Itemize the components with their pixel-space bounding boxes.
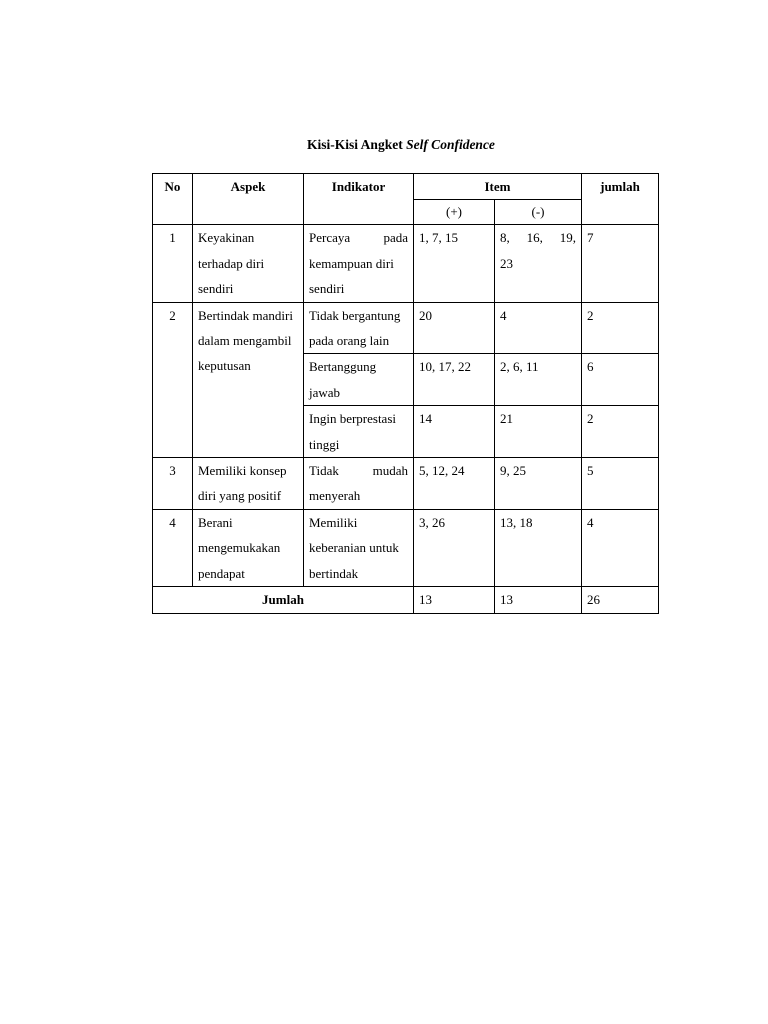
indikator-word: mudah (372, 463, 408, 479)
indikator-line (309, 458, 408, 483)
cell-plus: 14 (414, 406, 495, 458)
cell-minus (495, 225, 582, 302)
cell-minus: 2, 6, 11 (495, 354, 582, 406)
cell-plus: 20 (414, 302, 495, 354)
header-indikator: Indikator (304, 174, 414, 225)
footer-plus: 13 (414, 587, 495, 613)
cell-no: 3 (153, 458, 193, 510)
cell-aspek: Keyakinan terhadap diri sendiri (193, 225, 304, 302)
cell-jumlah: 6 (582, 354, 659, 406)
header-aspek: Aspek (193, 174, 304, 225)
indikator-word: Percaya (309, 230, 351, 246)
cell-jumlah: 2 (582, 406, 659, 458)
header-minus: (-) (495, 200, 582, 225)
indikator-word: Tidak (309, 463, 339, 479)
cell-jumlah: 4 (582, 509, 659, 586)
header-row (153, 174, 659, 200)
cell-indikator: Ingin berprestasi tinggi (304, 406, 414, 458)
title-main: Kisi-Kisi Angket (307, 137, 407, 152)
cell-aspek: Bertindak mandiri dalam mengambil keputusan (193, 302, 304, 457)
cell-indikator: Bertanggung jawab (304, 354, 414, 406)
header-no: No (153, 174, 193, 225)
cell-no: 1 (153, 225, 193, 302)
minus-rest: 23 (500, 255, 513, 271)
minus-value: 16, (526, 230, 543, 246)
table-row (153, 458, 659, 510)
footer-row (153, 587, 659, 613)
footer-jumlah: 26 (582, 587, 659, 613)
cell-jumlah: 5 (582, 458, 659, 510)
cell-minus: 9, 25 (495, 458, 582, 510)
footer-label: Jumlah (153, 587, 414, 613)
cell-aspek: Berani mengemukakan pendapat (193, 509, 304, 586)
cell-minus: 4 (495, 302, 582, 354)
minus-value: 8, (500, 230, 510, 246)
table-title (0, 137, 768, 153)
cell-indikator (304, 458, 414, 510)
table-row (153, 302, 659, 354)
cell-jumlah: 2 (582, 302, 659, 354)
cell-minus: 13, 18 (495, 509, 582, 586)
header-jumlah: jumlah (582, 174, 659, 225)
minus-value: 19, (559, 230, 576, 246)
cell-no: 2 (153, 302, 193, 457)
indikator-rest: menyerah (309, 488, 361, 504)
table-row (153, 225, 659, 302)
indikator-line (309, 225, 408, 250)
cell-plus: 3, 26 (414, 509, 495, 586)
cell-indikator: Memiliki keberanian untuk bertindak (304, 509, 414, 586)
cell-indikator (304, 225, 414, 302)
minus-line (500, 225, 576, 250)
title-italic: Self Confidence (406, 137, 495, 152)
header-plus: (+) (414, 200, 495, 225)
table-row (153, 509, 659, 586)
kisi-table (152, 173, 659, 614)
cell-no: 4 (153, 509, 193, 586)
cell-minus: 21 (495, 406, 582, 458)
indikator-word: pada (383, 230, 408, 246)
header-item: Item (414, 174, 582, 200)
cell-plus: 1, 7, 15 (414, 225, 495, 302)
cell-jumlah: 7 (582, 225, 659, 302)
cell-plus: 10, 17, 22 (414, 354, 495, 406)
cell-indikator: Tidak bergantung pada orang lain (304, 302, 414, 354)
footer-minus: 13 (495, 587, 582, 613)
cell-aspek: Memiliki konsep diri yang positif (193, 458, 304, 510)
cell-plus: 5, 12, 24 (414, 458, 495, 510)
indikator-rest: kemampuan diri sendiri (309, 255, 394, 297)
